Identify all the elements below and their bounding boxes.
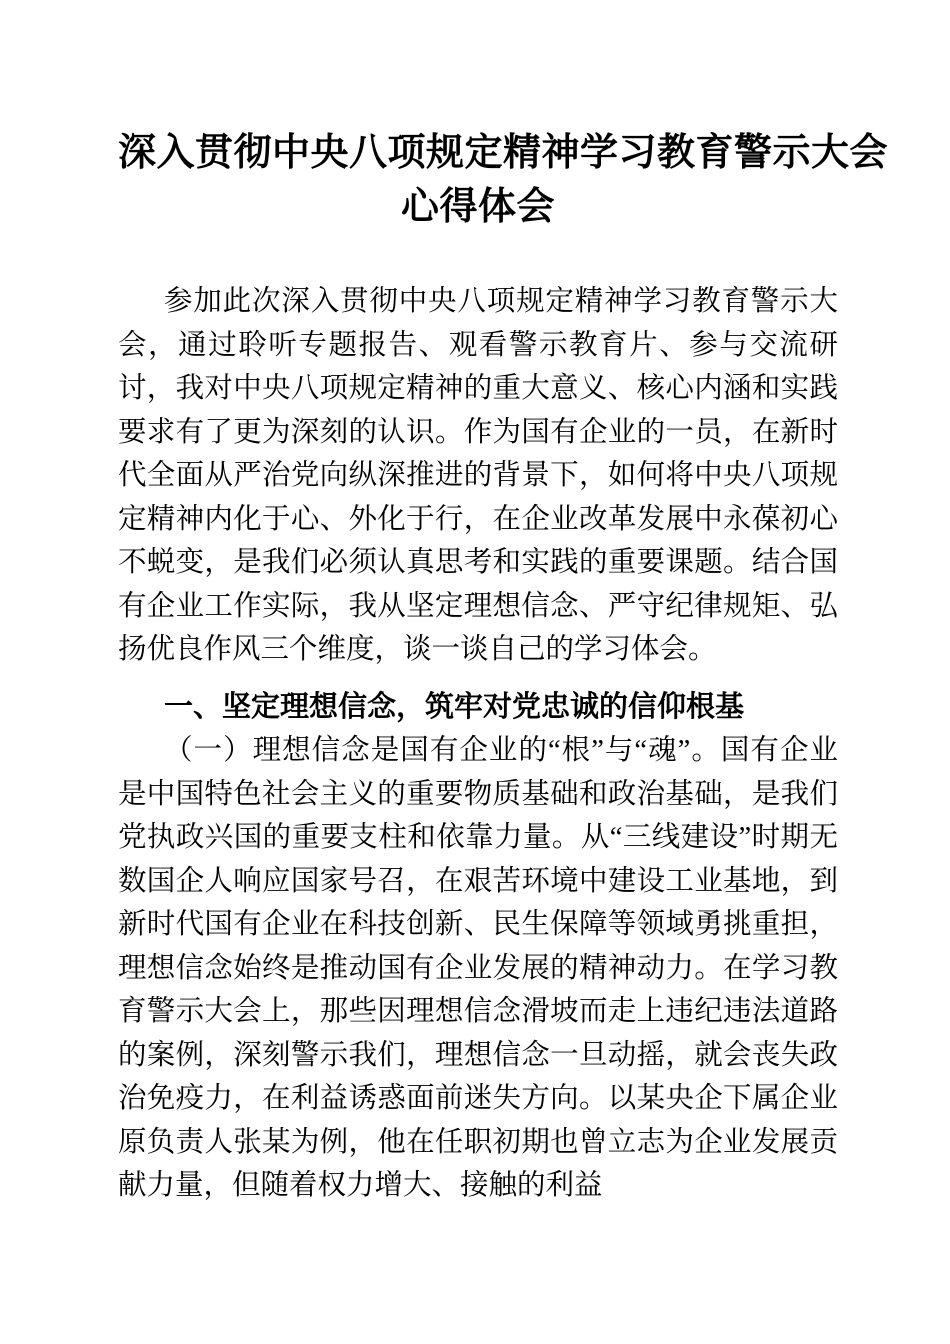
section1-body-text: 国有企业是中国特色社会主义的重要物质基础和政治基础，是我们党执政兴国的重要支柱和依靠力量。从“三线建设”时期无数国企人响应国家号召，在艰苦环境中建设工业基地，到新时代国有企业在科技创新、民生保障等领域勇挑重担，理想信念始终是推动国有企业发展的精神动力。在学习教育警示大会上，那些因理想信念滑坡而走上违纪违法道路的案例，深刻警示我们，理想信念一旦动摇，就会丧失政治免疫力，在利益诱惑面前迷失方向。以某央企下属企业原负责人张某为例，他在任职初期也曾立志为企业发展贡献力量，但随着权力增大、接触的利益 <box>118 735 838 1201</box>
section1-paragraph <box>118 729 838 1208</box>
section1-lead-sentence: （一）理想信念是国有企业的“根”与“魂”。 <box>164 735 721 766</box>
intro-paragraph: 参加此次深入贯彻中央八项规定精神学习教育警示大会，通过聆听专题报告、观看警示教育片、参与交流研讨，我对中央八项规定精神的重大意义、核心内涵和实践要求有了更为深刻的认识。作为国有企业的一员，在新时代全面从严治党向纵深推进的背景下，如何将中央八项规定精神内化于心、外化于行，在企业改革发展中永葆初心不蜕变，是我们必须认真思考和实践的重要课题。结合国有企业工作实际，我从坚定理想信念、严守纪律规矩、弘扬优良作风三个维度，谈一谈自己的学习体会。 <box>118 286 838 665</box>
document-title <box>118 126 889 234</box>
document-title-line2: 心得体会 <box>400 186 555 228</box>
section1-heading: 一、坚定理想信念，筑牢对党忠诚的信仰根基 <box>164 690 745 723</box>
document-title-line1: 深入贯彻中央八项规定精神学习教育警示大会 <box>118 132 889 174</box>
